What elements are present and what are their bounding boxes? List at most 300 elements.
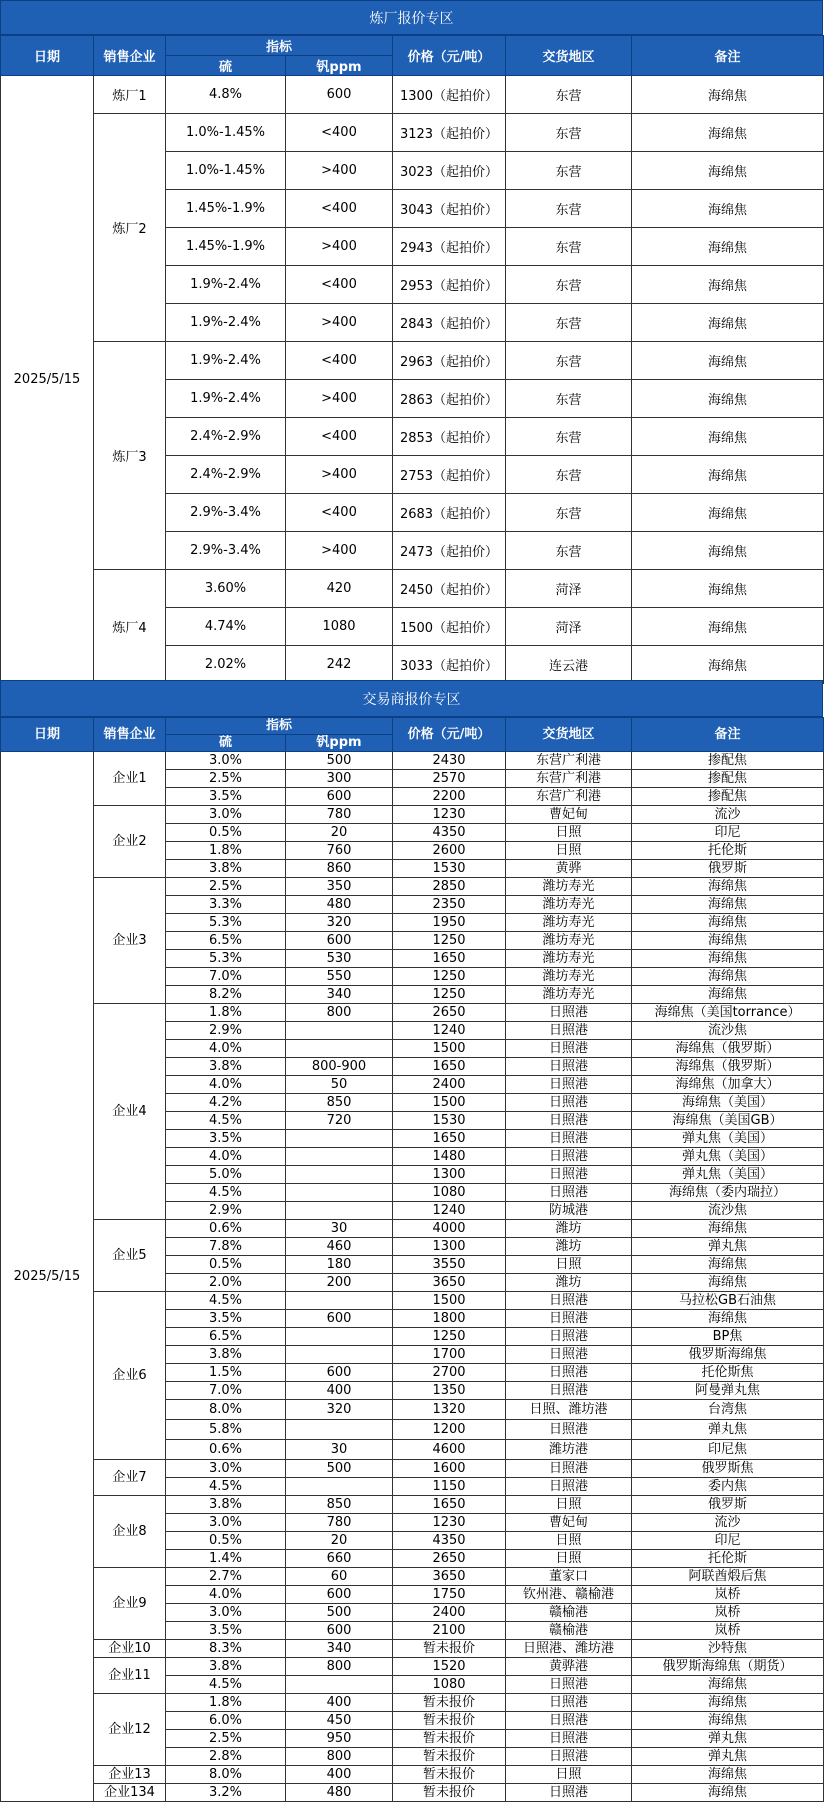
region-cell: 日照港 <box>506 1310 632 1328</box>
remark-cell: 海绵焦 <box>632 304 824 342</box>
region-cell: 日照港 <box>506 1184 632 1202</box>
region-cell: 日照港 <box>506 1040 632 1058</box>
company-cell: 企业1 <box>94 752 166 806</box>
table-row <box>1 806 824 824</box>
sulfur-cell: 1.0%-1.45% <box>166 152 286 190</box>
price-cell: 暂未报价 <box>393 1640 506 1658</box>
table-row <box>1 1784 824 1802</box>
region-cell: 菏泽 <box>506 570 632 608</box>
region-cell: 日照港 <box>506 1076 632 1094</box>
sulfur-cell: 3.0% <box>166 752 286 770</box>
sulfur-cell: 3.0% <box>166 806 286 824</box>
sulfur-cell: 6.0% <box>166 1712 286 1730</box>
remark-cell: 印尼 <box>632 824 824 842</box>
price-cell: 1500 <box>393 1292 506 1310</box>
remark-cell: 海绵焦 <box>632 228 824 266</box>
table-row <box>1 1766 824 1784</box>
table-row <box>1 752 824 770</box>
company-cell: 企业4 <box>94 1004 166 1220</box>
vanadium-cell <box>286 1130 393 1148</box>
remark-cell: 海绵焦 <box>632 1676 824 1694</box>
vanadium-cell: 780 <box>286 1514 393 1532</box>
region-cell: 日照 <box>506 1532 632 1550</box>
remark-cell: 岚桥 <box>632 1586 824 1604</box>
header-sulfur: 硫 <box>166 735 286 752</box>
sulfur-cell: 4.74% <box>166 608 286 646</box>
vanadium-cell: <400 <box>286 418 393 456</box>
sulfur-cell: 7.8% <box>166 1238 286 1256</box>
price-cell: 1650 <box>393 1496 506 1514</box>
region-cell: 潍坊 <box>506 1220 632 1238</box>
sulfur-cell: 1.45%-1.9% <box>166 228 286 266</box>
remark-cell: 海绵焦 <box>632 190 824 228</box>
remark-cell: 海绵焦 <box>632 1274 824 1292</box>
sulfur-cell: 4.5% <box>166 1676 286 1694</box>
company-cell: 企业2 <box>94 806 166 878</box>
region-cell: 潍坊寿光 <box>506 914 632 932</box>
sulfur-cell: 1.8% <box>166 1694 286 1712</box>
company-cell: 企业8 <box>94 1496 166 1568</box>
header-vanadium: 钒ppm <box>286 56 393 76</box>
region-cell: 日照 <box>506 824 632 842</box>
region-cell: 黄骅港 <box>506 1658 632 1676</box>
sulfur-cell: 6.5% <box>166 1328 286 1346</box>
sulfur-cell: 3.5% <box>166 1130 286 1148</box>
sulfur-cell: 4.0% <box>166 1040 286 1058</box>
refinery-quote-table <box>0 35 824 684</box>
table-row <box>1 1694 824 1712</box>
header-date: 日期 <box>1 718 94 752</box>
vanadium-cell: 500 <box>286 752 393 770</box>
remark-cell: 委内焦 <box>632 1478 824 1496</box>
vanadium-cell: <400 <box>286 190 393 228</box>
refinery-section-title: 炼厂报价专区 <box>0 0 823 35</box>
remark-cell: 海绵焦 <box>632 1220 824 1238</box>
price-cell: 3550 <box>393 1256 506 1274</box>
region-cell: 曹妃甸 <box>506 806 632 824</box>
sulfur-cell: 3.5% <box>166 1622 286 1640</box>
region-cell: 日照港 <box>506 1022 632 1040</box>
sulfur-cell: 3.0% <box>166 1460 286 1478</box>
remark-cell: 托伦斯焦 <box>632 1364 824 1382</box>
company-cell: 企业6 <box>94 1292 166 1460</box>
vanadium-cell: 850 <box>286 1094 393 1112</box>
header-price: 价格（元/吨） <box>393 718 506 752</box>
price-cell: 暂未报价 <box>393 1784 506 1802</box>
region-cell: 东营 <box>506 380 632 418</box>
remark-cell: 弹丸焦 <box>632 1748 824 1766</box>
remark-cell: 掺配焦 <box>632 788 824 806</box>
region-cell: 连云港 <box>506 646 632 684</box>
remark-cell: 海绵焦（委内瑞拉） <box>632 1184 824 1202</box>
vanadium-cell: 400 <box>286 1382 393 1400</box>
sulfur-cell: 4.5% <box>166 1112 286 1130</box>
price-cell: 2100 <box>393 1622 506 1640</box>
region-cell: 曹妃甸 <box>506 1514 632 1532</box>
header-indicator: 指标 <box>166 718 393 735</box>
vanadium-cell: 800 <box>286 1658 393 1676</box>
price-cell: 1250 <box>393 986 506 1004</box>
vanadium-cell: 450 <box>286 1712 393 1730</box>
company-cell: 企业5 <box>94 1220 166 1292</box>
company-cell: 企业3 <box>94 878 166 1004</box>
price-cell: 2570 <box>393 770 506 788</box>
price-cell: 1750 <box>393 1586 506 1604</box>
header-row <box>1 718 824 735</box>
price-cell: 1300（起拍价） <box>393 76 506 114</box>
sulfur-cell: 2.4%-2.9% <box>166 456 286 494</box>
remark-cell: 弹丸焦（美国） <box>632 1130 824 1148</box>
vanadium-cell: <400 <box>286 342 393 380</box>
vanadium-cell: 242 <box>286 646 393 684</box>
remark-cell: 海绵焦 <box>632 1712 824 1730</box>
vanadium-cell: <400 <box>286 114 393 152</box>
vanadium-cell: 60 <box>286 1568 393 1586</box>
company-cell: 企业11 <box>94 1658 166 1694</box>
vanadium-cell: 600 <box>286 1364 393 1382</box>
vanadium-cell: 760 <box>286 842 393 860</box>
price-cell: 1200 <box>393 1420 506 1440</box>
price-cell: 1500 <box>393 1040 506 1058</box>
price-cell: 2953（起拍价） <box>393 266 506 304</box>
sulfur-cell: 5.3% <box>166 950 286 968</box>
region-cell: 东营 <box>506 114 632 152</box>
table-row <box>1 570 824 608</box>
sulfur-cell: 4.0% <box>166 1148 286 1166</box>
region-cell: 东营 <box>506 266 632 304</box>
price-cell: 1800 <box>393 1310 506 1328</box>
remark-cell: 弹丸焦（美国） <box>632 1166 824 1184</box>
region-cell: 防城港 <box>506 1202 632 1220</box>
trader-quote-table <box>0 717 824 1802</box>
date-cell: 2025/5/15 <box>1 752 94 1802</box>
sulfur-cell: 0.5% <box>166 1256 286 1274</box>
price-cell: 1080 <box>393 1184 506 1202</box>
remark-cell: 海绵焦 <box>632 418 824 456</box>
vanadium-cell: 530 <box>286 950 393 968</box>
sulfur-cell: 1.0%-1.45% <box>166 114 286 152</box>
remark-cell: 沙特焦 <box>632 1640 824 1658</box>
region-cell: 赣榆港 <box>506 1604 632 1622</box>
price-cell: 3650 <box>393 1568 506 1586</box>
vanadium-cell: 550 <box>286 968 393 986</box>
region-cell: 潍坊寿光 <box>506 896 632 914</box>
region-cell: 潍坊寿光 <box>506 878 632 896</box>
region-cell: 日照港 <box>506 1460 632 1478</box>
remark-cell: 海绵焦 <box>632 1256 824 1274</box>
vanadium-cell: 300 <box>286 770 393 788</box>
vanadium-cell: >400 <box>286 532 393 570</box>
sulfur-cell: 8.2% <box>166 986 286 1004</box>
price-cell: 1650 <box>393 1058 506 1076</box>
sulfur-cell: 3.5% <box>166 788 286 806</box>
sulfur-cell: 1.45%-1.9% <box>166 190 286 228</box>
company-cell: 企业10 <box>94 1640 166 1658</box>
price-cell: 2683（起拍价） <box>393 494 506 532</box>
region-cell: 潍坊寿光 <box>506 986 632 1004</box>
sulfur-cell: 3.60% <box>166 570 286 608</box>
sulfur-cell: 0.6% <box>166 1440 286 1460</box>
remark-cell: 海绵焦 <box>632 896 824 914</box>
price-cell: 3650 <box>393 1274 506 1292</box>
sulfur-cell: 2.9%-3.4% <box>166 494 286 532</box>
price-cell: 2963（起拍价） <box>393 342 506 380</box>
remark-cell: 海绵焦 <box>632 608 824 646</box>
remark-cell: 弹丸焦 <box>632 1238 824 1256</box>
vanadium-cell: 30 <box>286 1220 393 1238</box>
sulfur-cell: 5.0% <box>166 1166 286 1184</box>
price-cell: 1230 <box>393 806 506 824</box>
remark-cell: 掺配焦 <box>632 752 824 770</box>
vanadium-cell: 950 <box>286 1730 393 1748</box>
price-cell: 3033（起拍价） <box>393 646 506 684</box>
company-cell: 企业12 <box>94 1694 166 1766</box>
sulfur-cell: 8.0% <box>166 1400 286 1420</box>
price-cell: 1530 <box>393 1112 506 1130</box>
region-cell: 东营广利港 <box>506 752 632 770</box>
vanadium-cell: 600 <box>286 788 393 806</box>
sulfur-cell: 7.0% <box>166 968 286 986</box>
remark-cell: 俄罗斯 <box>632 860 824 878</box>
sulfur-cell: 4.5% <box>166 1184 286 1202</box>
remark-cell: 海绵焦（俄罗斯） <box>632 1040 824 1058</box>
company-cell: 企业9 <box>94 1568 166 1640</box>
vanadium-cell <box>286 1292 393 1310</box>
region-cell: 日照港 <box>506 1364 632 1382</box>
region-cell: 日照港 <box>506 1292 632 1310</box>
remark-cell: 海绵焦 <box>632 266 824 304</box>
region-cell: 日照 <box>506 842 632 860</box>
header-row <box>1 36 824 56</box>
vanadium-cell <box>286 1184 393 1202</box>
header-sulfur: 硫 <box>166 56 286 76</box>
price-cell: 暂未报价 <box>393 1766 506 1784</box>
remark-cell: 海绵焦 <box>632 456 824 494</box>
sulfur-cell: 1.4% <box>166 1550 286 1568</box>
price-cell: 1250 <box>393 968 506 986</box>
region-cell: 东营 <box>506 494 632 532</box>
remark-cell: 俄罗斯 <box>632 1496 824 1514</box>
vanadium-cell: <400 <box>286 266 393 304</box>
sulfur-cell: 1.9%-2.4% <box>166 304 286 342</box>
sulfur-cell: 8.3% <box>166 1640 286 1658</box>
sulfur-cell: 3.8% <box>166 860 286 878</box>
header-price: 价格（元/吨） <box>393 36 506 76</box>
region-cell: 潍坊 <box>506 1238 632 1256</box>
region-cell: 日照港 <box>506 1094 632 1112</box>
price-cell: 2400 <box>393 1076 506 1094</box>
remark-cell: 海绵焦 <box>632 932 824 950</box>
remark-cell: 岚桥 <box>632 1622 824 1640</box>
header-date: 日期 <box>1 36 94 76</box>
region-cell: 日照港 <box>506 1784 632 1802</box>
remark-cell: 海绵焦 <box>632 986 824 1004</box>
remark-cell: 台湾焦 <box>632 1400 824 1420</box>
vanadium-cell: 600 <box>286 1586 393 1604</box>
region-cell: 日照 <box>506 1766 632 1784</box>
sulfur-cell: 4.2% <box>166 1094 286 1112</box>
sulfur-cell: 2.02% <box>166 646 286 684</box>
company-cell: 炼厂3 <box>94 342 166 570</box>
sulfur-cell: 2.0% <box>166 1274 286 1292</box>
remark-cell: 海绵焦 <box>632 532 824 570</box>
vanadium-cell: 800 <box>286 1004 393 1022</box>
vanadium-cell: 500 <box>286 1460 393 1478</box>
price-cell: 1250 <box>393 1328 506 1346</box>
region-cell: 日照港 <box>506 1148 632 1166</box>
vanadium-cell: 480 <box>286 896 393 914</box>
price-cell: 4600 <box>393 1440 506 1460</box>
price-cell: 1530 <box>393 860 506 878</box>
region-cell: 日照港 <box>506 1730 632 1748</box>
price-cell: 1240 <box>393 1202 506 1220</box>
remark-cell: 流沙 <box>632 806 824 824</box>
region-cell: 钦州港、赣榆港 <box>506 1586 632 1604</box>
price-cell: 1230 <box>393 1514 506 1532</box>
price-cell: 2843（起拍价） <box>393 304 506 342</box>
company-cell: 炼厂4 <box>94 570 166 684</box>
remark-cell: 岚桥 <box>632 1604 824 1622</box>
table-row <box>1 1460 824 1478</box>
sulfur-cell: 1.8% <box>166 842 286 860</box>
price-cell: 3043（起拍价） <box>393 190 506 228</box>
table-row <box>1 1640 824 1658</box>
vanadium-cell <box>286 1328 393 1346</box>
sulfur-cell: 0.6% <box>166 1220 286 1238</box>
vanadium-cell: 180 <box>286 1256 393 1274</box>
region-cell: 日照港 <box>506 1420 632 1440</box>
price-cell: 2863（起拍价） <box>393 380 506 418</box>
sulfur-cell: 2.5% <box>166 878 286 896</box>
vanadium-cell: 850 <box>286 1496 393 1514</box>
remark-cell: 海绵焦（美国torrance） <box>632 1004 824 1022</box>
remark-cell: 海绵焦（俄罗斯） <box>632 1058 824 1076</box>
remark-cell: 弹丸焦（美国） <box>632 1148 824 1166</box>
price-cell: 1650 <box>393 1130 506 1148</box>
sulfur-cell: 1.9%-2.4% <box>166 266 286 304</box>
trader-section-title: 交易商报价专区 <box>0 680 823 717</box>
price-cell: 暂未报价 <box>393 1694 506 1712</box>
vanadium-cell <box>286 1202 393 1220</box>
sulfur-cell: 3.8% <box>166 1346 286 1364</box>
vanadium-cell: 320 <box>286 1400 393 1420</box>
remark-cell: 托伦斯 <box>632 842 824 860</box>
region-cell: 东营 <box>506 304 632 342</box>
price-cell: 1500（起拍价） <box>393 608 506 646</box>
sulfur-cell: 2.4%-2.9% <box>166 418 286 456</box>
price-cell: 1700 <box>393 1346 506 1364</box>
vanadium-cell: 340 <box>286 986 393 1004</box>
sulfur-cell: 1.9%-2.4% <box>166 380 286 418</box>
sulfur-cell: 4.5% <box>166 1478 286 1496</box>
company-cell: 炼厂2 <box>94 114 166 342</box>
sulfur-cell: 4.0% <box>166 1586 286 1604</box>
vanadium-cell: 480 <box>286 1784 393 1802</box>
vanadium-cell: 800-900 <box>286 1058 393 1076</box>
remark-cell: 海绵焦（美国） <box>632 1094 824 1112</box>
vanadium-cell: 720 <box>286 1112 393 1130</box>
vanadium-cell: 600 <box>286 932 393 950</box>
region-cell: 东营广利港 <box>506 788 632 806</box>
region-cell: 东营 <box>506 532 632 570</box>
remark-cell: 弹丸焦 <box>632 1420 824 1440</box>
header-remark: 备注 <box>632 36 824 76</box>
vanadium-cell: 460 <box>286 1238 393 1256</box>
region-cell: 日照港 <box>506 1328 632 1346</box>
region-cell: 东营 <box>506 228 632 266</box>
price-cell: 1240 <box>393 1022 506 1040</box>
vanadium-cell: 400 <box>286 1766 393 1784</box>
remark-cell: BP焦 <box>632 1328 824 1346</box>
company-cell: 企业7 <box>94 1460 166 1496</box>
table-row <box>1 1496 824 1514</box>
sulfur-cell: 3.3% <box>166 896 286 914</box>
remark-cell: 俄罗斯海绵焦 <box>632 1346 824 1364</box>
price-cell: 1950 <box>393 914 506 932</box>
vanadium-cell: 500 <box>286 1604 393 1622</box>
region-cell: 潍坊寿光 <box>506 968 632 986</box>
remark-cell: 海绵焦 <box>632 76 824 114</box>
sulfur-cell: 0.5% <box>166 824 286 842</box>
region-cell: 日照港 <box>506 1676 632 1694</box>
sulfur-cell: 3.8% <box>166 1658 286 1676</box>
remark-cell: 海绵焦 <box>632 494 824 532</box>
region-cell: 东营 <box>506 190 632 228</box>
region-cell: 日照港 <box>506 1166 632 1184</box>
region-cell: 日照、潍坊港 <box>506 1400 632 1420</box>
region-cell: 日照港 <box>506 1058 632 1076</box>
table-row <box>1 1658 824 1676</box>
sulfur-cell: 2.9% <box>166 1022 286 1040</box>
sulfur-cell: 8.0% <box>166 1766 286 1784</box>
sulfur-cell: 0.5% <box>166 1532 286 1550</box>
region-cell: 日照港 <box>506 1748 632 1766</box>
remark-cell: 俄罗斯焦 <box>632 1460 824 1478</box>
header-indicator: 指标 <box>166 36 393 56</box>
date-cell: 2025/5/15 <box>1 76 94 684</box>
region-cell: 东营广利港 <box>506 770 632 788</box>
vanadium-cell <box>286 1676 393 1694</box>
price-cell: 1500 <box>393 1094 506 1112</box>
remark-cell: 流沙焦 <box>632 1022 824 1040</box>
region-cell: 东营 <box>506 456 632 494</box>
region-cell: 日照港 <box>506 1478 632 1496</box>
header-company: 销售企业 <box>94 718 166 752</box>
price-cell: 1350 <box>393 1382 506 1400</box>
vanadium-cell: 600 <box>286 1310 393 1328</box>
remark-cell: 海绵焦 <box>632 968 824 986</box>
vanadium-cell: 30 <box>286 1440 393 1460</box>
price-cell: 1300 <box>393 1238 506 1256</box>
vanadium-cell: 200 <box>286 1274 393 1292</box>
vanadium-cell: 420 <box>286 570 393 608</box>
region-cell: 日照港 <box>506 1004 632 1022</box>
remark-cell: 海绵焦 <box>632 342 824 380</box>
region-cell: 董家口 <box>506 1568 632 1586</box>
table-row <box>1 1220 824 1238</box>
price-cell: 4350 <box>393 824 506 842</box>
sulfur-cell: 7.0% <box>166 1382 286 1400</box>
price-cell: 2700 <box>393 1364 506 1382</box>
vanadium-cell: >400 <box>286 228 393 266</box>
vanadium-cell: <400 <box>286 494 393 532</box>
price-cell: 1150 <box>393 1478 506 1496</box>
table-row <box>1 1292 824 1310</box>
vanadium-cell <box>286 1166 393 1184</box>
header-region: 交货地区 <box>506 718 632 752</box>
header-region: 交货地区 <box>506 36 632 76</box>
price-cell: 2350 <box>393 896 506 914</box>
